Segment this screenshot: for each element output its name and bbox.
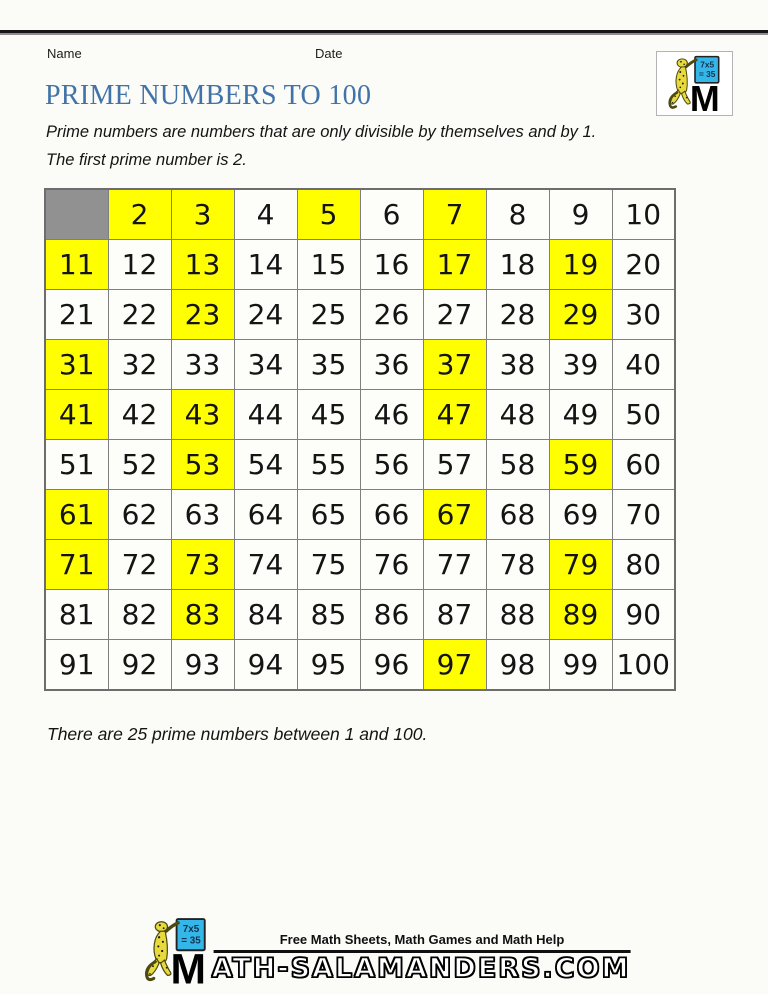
grid-row [45, 240, 675, 290]
grid-cell-52: 52 [108, 439, 171, 489]
grid-cell-59: 59 [549, 439, 612, 489]
grid-cell-98: 98 [486, 639, 549, 690]
grid-cell-91: 91 [45, 639, 108, 690]
grid-cell-15: 15 [297, 240, 360, 290]
page-title: PRIME NUMBERS TO 100 [45, 80, 372, 111]
grid-cell-50: 50 [612, 390, 675, 440]
grid-cell-89: 89 [549, 589, 612, 639]
grid-cell-empty [45, 189, 108, 240]
intro-line-1: Prime numbers are numbers that are only divisible by themselves and by 1. [46, 123, 597, 141]
grid-row [45, 639, 675, 690]
grid-cell-66: 66 [360, 489, 423, 539]
footer-salamander-mascot-icon [138, 916, 216, 986]
grid-cell-8: 8 [486, 189, 549, 240]
intro-line-2: The first prime number is 2. [46, 151, 247, 169]
grid-cell-100: 100 [612, 639, 675, 690]
grid-cell-74: 74 [234, 539, 297, 589]
grid-cell-76: 76 [360, 539, 423, 589]
grid-cell-25: 25 [297, 290, 360, 340]
summary-text: There are 25 prime numbers between 1 and 100. [47, 724, 428, 744]
salamander-mascot-icon [138, 916, 216, 986]
grid-cell-39: 39 [549, 340, 612, 390]
grid-cell-24: 24 [234, 290, 297, 340]
name-label: Name [47, 46, 82, 61]
grid-cell-65: 65 [297, 489, 360, 539]
grid-cell-70: 70 [612, 489, 675, 539]
grid-cell-37: 37 [423, 340, 486, 390]
grid-cell-19: 19 [549, 240, 612, 290]
grid-cell-87: 87 [423, 589, 486, 639]
grid-cell-21: 21 [45, 290, 108, 340]
intro-text [46, 118, 596, 174]
salamander-mascot-icon [663, 54, 727, 113]
grid-cell-61: 61 [45, 489, 108, 539]
grid-cell-82: 82 [108, 589, 171, 639]
grid-cell-42: 42 [108, 390, 171, 440]
grid-cell-84: 84 [234, 589, 297, 639]
grid-cell-16: 16 [360, 240, 423, 290]
grid-row [45, 589, 675, 639]
grid-cell-95: 95 [297, 639, 360, 690]
grid-cell-92: 92 [108, 639, 171, 690]
grid-cell-32: 32 [108, 340, 171, 390]
grid-cell-69: 69 [549, 489, 612, 539]
grid-cell-79: 79 [549, 539, 612, 589]
grid-cell-45: 45 [297, 390, 360, 440]
grid-cell-22: 22 [108, 290, 171, 340]
grid-cell-77: 77 [423, 539, 486, 589]
footer-wordmark: ATH-SALAMANDERS.COM [211, 953, 631, 984]
grid-cell-71: 71 [45, 539, 108, 589]
grid-cell-6: 6 [360, 189, 423, 240]
footer-tagline: Free Math Sheets, Math Games and Math Help [279, 932, 565, 947]
grid-cell-93: 93 [171, 639, 234, 690]
grid-cell-78: 78 [486, 539, 549, 589]
grid-cell-44: 44 [234, 390, 297, 440]
grid-cell-47: 47 [423, 390, 486, 440]
grid-cell-54: 54 [234, 439, 297, 489]
grid-cell-2: 2 [108, 189, 171, 240]
grid-cell-96: 96 [360, 639, 423, 690]
grid-cell-38: 38 [486, 340, 549, 390]
grid-cell-80: 80 [612, 539, 675, 589]
grid-row [45, 439, 675, 489]
grid-cell-48: 48 [486, 390, 549, 440]
grid-cell-33: 33 [171, 340, 234, 390]
svg-text:= 35: = 35 [181, 935, 201, 947]
logo-m-letter: M [689, 79, 720, 113]
grid-cell-68: 68 [486, 489, 549, 539]
grid-cell-81: 81 [45, 589, 108, 639]
grid-row [45, 290, 675, 340]
grid-cell-86: 86 [360, 589, 423, 639]
grid-cell-75: 75 [297, 539, 360, 589]
grid-cell-17: 17 [423, 240, 486, 290]
footer-logo [138, 916, 631, 986]
grid-cell-18: 18 [486, 240, 549, 290]
grid-cell-56: 56 [360, 439, 423, 489]
grid-cell-43: 43 [171, 390, 234, 440]
grid-cell-55: 55 [297, 439, 360, 489]
grid-row [45, 539, 675, 589]
grid-cell-23: 23 [171, 290, 234, 340]
grid-cell-72: 72 [108, 539, 171, 589]
footer-logo-text-block [206, 932, 631, 986]
grid-cell-10: 10 [612, 189, 675, 240]
grid-cell-7: 7 [423, 189, 486, 240]
svg-text:7x5: 7x5 [182, 923, 200, 935]
grid-row [45, 489, 675, 539]
svg-text:= 35: = 35 [698, 69, 715, 80]
grid-cell-35: 35 [297, 340, 360, 390]
hundred-grid-body [45, 189, 675, 690]
grid-cell-85: 85 [297, 589, 360, 639]
grid-cell-53: 53 [171, 439, 234, 489]
grid-cell-57: 57 [423, 439, 486, 489]
grid-cell-36: 36 [360, 340, 423, 390]
grid-cell-14: 14 [234, 240, 297, 290]
grid-cell-41: 41 [45, 390, 108, 440]
grid-cell-62: 62 [108, 489, 171, 539]
grid-cell-51: 51 [45, 439, 108, 489]
grid-cell-31: 31 [45, 340, 108, 390]
site-logo-badge [656, 51, 733, 116]
grid-cell-97: 97 [423, 639, 486, 690]
grid-cell-29: 29 [549, 290, 612, 340]
grid-cell-94: 94 [234, 639, 297, 690]
grid-cell-5: 5 [297, 189, 360, 240]
grid-cell-67: 67 [423, 489, 486, 539]
grid-cell-12: 12 [108, 240, 171, 290]
grid-cell-20: 20 [612, 240, 675, 290]
grid-cell-83: 83 [171, 589, 234, 639]
grid-cell-28: 28 [486, 290, 549, 340]
top-divider [0, 30, 768, 35]
grid-cell-4: 4 [234, 189, 297, 240]
grid-cell-90: 90 [612, 589, 675, 639]
grid-cell-88: 88 [486, 589, 549, 639]
grid-cell-49: 49 [549, 390, 612, 440]
grid-cell-30: 30 [612, 290, 675, 340]
grid-row [45, 189, 675, 240]
grid-cell-58: 58 [486, 439, 549, 489]
grid-cell-13: 13 [171, 240, 234, 290]
grid-cell-27: 27 [423, 290, 486, 340]
grid-cell-64: 64 [234, 489, 297, 539]
svg-text:7x5: 7x5 [699, 59, 714, 70]
grid-cell-26: 26 [360, 290, 423, 340]
grid-cell-3: 3 [171, 189, 234, 240]
date-label: Date [315, 46, 343, 61]
logo-m-letter: M [170, 945, 206, 986]
grid-cell-60: 60 [612, 439, 675, 489]
grid-cell-40: 40 [612, 340, 675, 390]
hundred-grid [44, 188, 676, 691]
grid-cell-11: 11 [45, 240, 108, 290]
grid-row [45, 390, 675, 440]
grid-cell-9: 9 [549, 189, 612, 240]
grid-cell-73: 73 [171, 539, 234, 589]
grid-cell-34: 34 [234, 340, 297, 390]
grid-cell-46: 46 [360, 390, 423, 440]
grid-cell-99: 99 [549, 639, 612, 690]
grid-row [45, 340, 675, 390]
grid-cell-63: 63 [171, 489, 234, 539]
